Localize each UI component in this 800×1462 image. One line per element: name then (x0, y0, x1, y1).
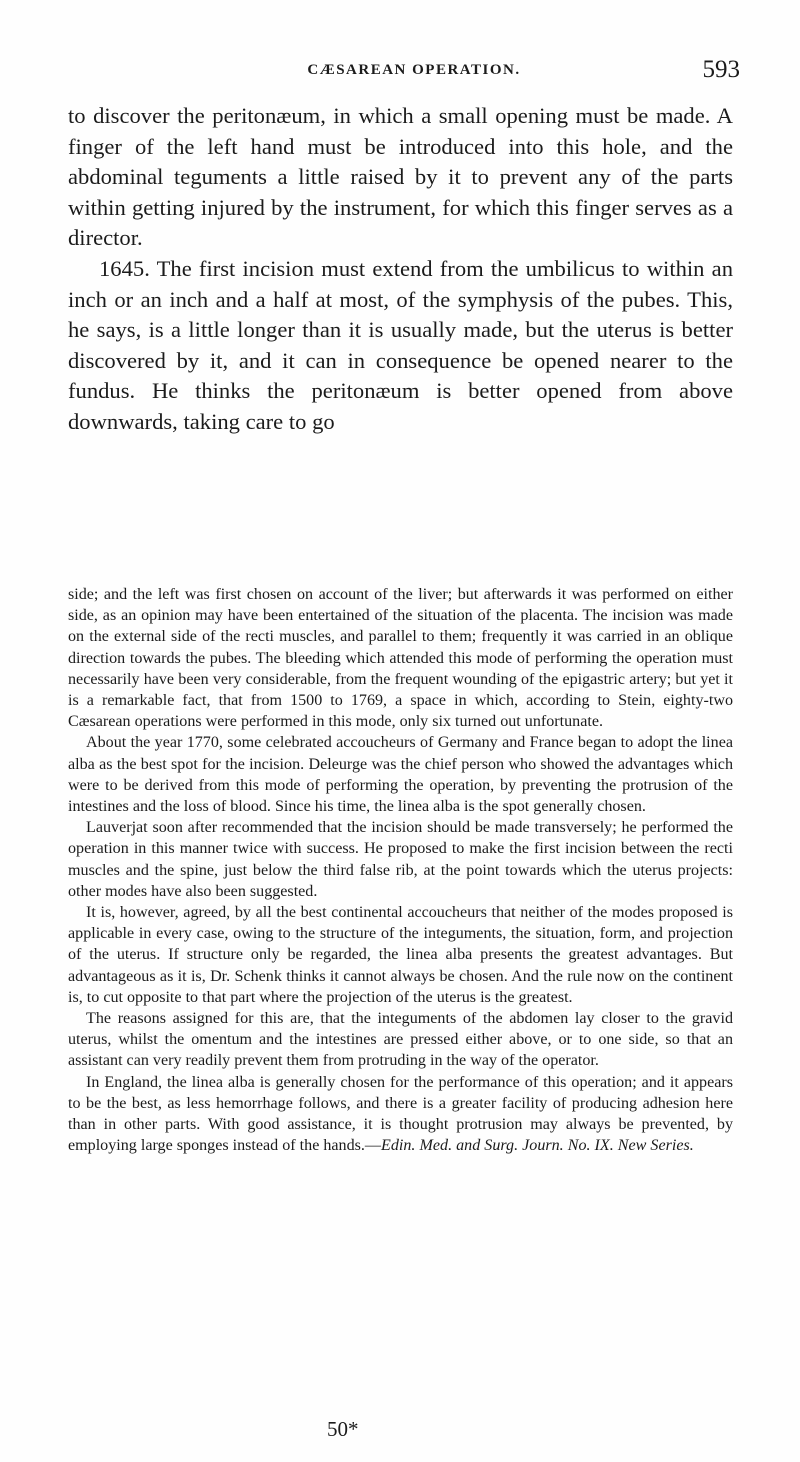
note-paragraph-first: side; and the left was first chosen on account of the liver; but afterwards it was performed on either side, as an opinion may have been entertained of the situation of the placenta. The incision was made on the external side of the recti muscles, and parallel to them; frequently it was carried in an oblique direction towards the pubes. The bleeding which attended this mode of performing the operation must necessarily have been very considerable, from the frequent wounding of the epigastric artery; but yet it is a remarkable fact, that from 1500 to 1769, a space in which, according to Stein, eighty-two Cæsarean operations were performed in this mode, only six turned out unfortunate. (68, 586, 733, 731)
main-paragraph-1645: 1645. The first incision must extend from the umbilicus to within an inch or an inch and a half at most, of the symphysis of the pubes. This, he says, is a little longer than it is usually made, but the uterus is better discovered by it, and it can in consequence be opened nearer to the fundus. He thinks the peritonæum is better opened from above downwards, taking care to go (68, 255, 733, 434)
page-number: 593 (702, 56, 740, 83)
running-title: CÆSAREAN OPERATION. (307, 62, 521, 78)
main-paragraph-continued: to discover the peritonæum, in which a small opening must be made. A finger of the left hand must be introduced into this hole, and the abdominal teguments a little raised by it to prevent any of the parts within getting injured by the instrument, for which this finger serves as a director. (68, 103, 733, 251)
note-paragraph-continental-rule: It is, however, agreed, by all the best continental accoucheurs that neither of the modes proposed is applicable in every case, owing to the structure of the integuments, the situation, form, and projection of the uterus. If structure only be regarded, the linea alba presents the greatest advantages. But advantageous as it is, Dr. Schenk thinks it cannot always be chosen. And the rule now on the continent is, to cut opposite to that part where the projection of the uterus is the greatest. (68, 904, 733, 1006)
main-text (68, 101, 733, 438)
journal-citation: Edin. Med. and Surg. Journ. No. IX. New Series. (381, 1137, 694, 1155)
footnote-block (68, 584, 733, 1156)
note-paragraph-linea-alba: About the year 1770, some celebrated accoucheurs of Germany and France began to adopt the linea alba as the best spot for the incision. Deleurge was the chief person who showed the advantages which were to be derived from this mode of performing the operation, by preventing the protrusion of the intestines and the loss of blood. Since his time, the linea alba is the spot generally chosen. (68, 734, 733, 816)
running-head (68, 56, 740, 92)
note-paragraph-lauverjat: Lauverjat soon after recommended that the incision should be made transversely; he performed the operation in this manner twice with success. He proposed to make the first incision between the recti muscles and the spine, just below the third false rib, at the point towards which the uterus projects: other modes have also been suggested. (68, 819, 733, 900)
note-paragraph-reasons: The reasons assigned for this are, that the integuments of the abdomen lay closer to the gravid uterus, whilst the omentum and the intestines are pressed either above, or to one side, so that an assistant can very readily prevent them from protruding in the way of the operator. (68, 1010, 733, 1070)
printer-signature-mark: 50* (327, 1417, 359, 1441)
note-paragraph-england (68, 1072, 733, 1157)
note-paragraph-england-text: In England, the linea alba is generally chosen for the performance of this operation; and it appears to be the best, as less hemorrhage follows, and there is a greater facility of producing adhesion here than in other parts. With good assistance, it is thought protrusion may always be prevented, by employing large sponges instead of the hands.— (68, 1073, 733, 1155)
